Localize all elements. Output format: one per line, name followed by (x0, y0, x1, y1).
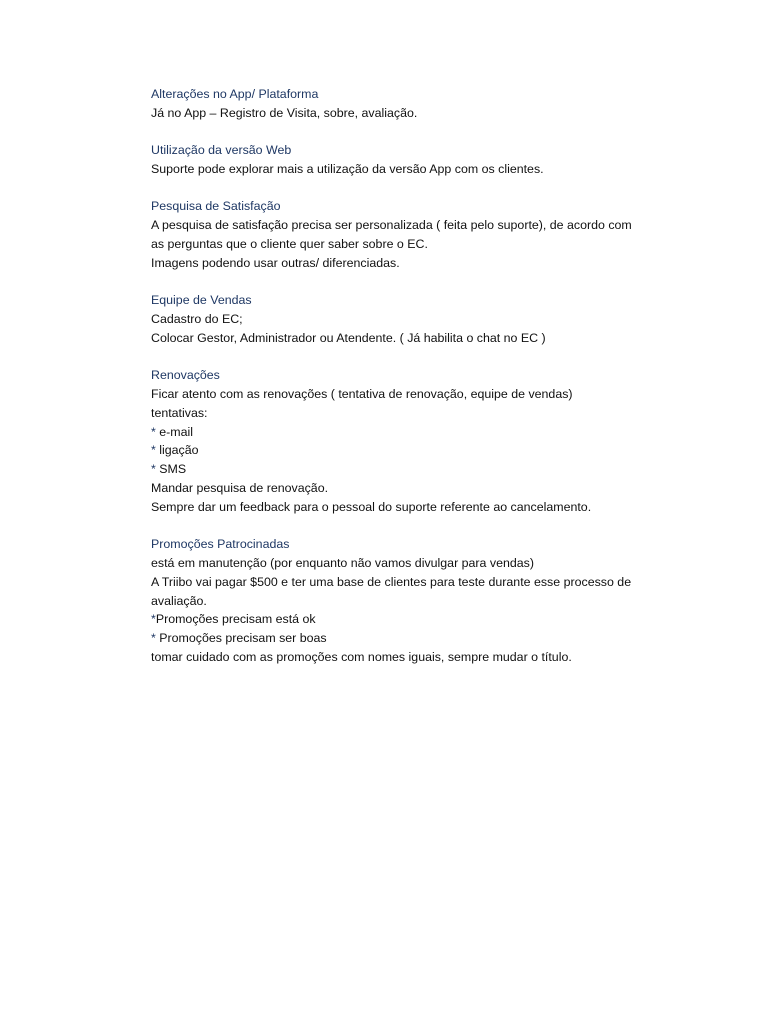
body-line: Colocar Gestor, Administrador ou Atendente. ( Já habilita o chat no EC ) (151, 330, 546, 345)
body-line: Ficar atento com as renovações ( tentativa de renovação, equipe de vendas) (151, 386, 573, 401)
body-line: Suporte pode explorar mais a utilização da versão App com os clientes. (151, 161, 544, 176)
bullet-star: * (151, 424, 156, 439)
section-heading: Pesquisa de Satisfação (151, 199, 281, 214)
bullet-star: * (151, 443, 156, 458)
body-line: Mandar pesquisa de renovação. (151, 480, 329, 495)
document-content (151, 85, 671, 685)
bullet-star: * (151, 612, 156, 627)
bullet-line: * SMS (151, 462, 187, 477)
body-line: está em manutenção (por enquanto não vamos divulgar para vendas) (151, 555, 534, 570)
bullet-line: * Promoções precisam ser boas (151, 631, 327, 646)
section-sales-team (151, 291, 671, 347)
body-line: Já no App – Registro de Visita, sobre, avaliação. (151, 105, 418, 120)
body-line: A Triibo vai pagar $500 e ter uma base de clientes para teste durante esse processo de (151, 574, 632, 589)
section-heading: Alterações no App/ Plataforma (151, 87, 319, 101)
section-heading: Promoções Patrocinadas (151, 537, 290, 552)
body-line: tomar cuidado com as promoções com nomes iguais, sempre mudar o título. (151, 649, 572, 664)
section-satisfaction-survey (151, 197, 671, 272)
bullet-line: * e-mail (151, 424, 194, 439)
body-line: as perguntas que o cliente quer saber sobre o EC. (151, 236, 428, 251)
section-sponsored-promotions (151, 535, 671, 667)
bullet-star: * (151, 631, 156, 646)
section-heading: Utilização da versão Web (151, 143, 292, 158)
section-renewals (151, 366, 671, 516)
body-line: Sempre dar um feedback para o pessoal do suporte referente ao cancelamento. (151, 499, 592, 514)
body-line: Imagens podendo usar outras/ diferenciadas. (151, 255, 400, 270)
bullet-line: *Promoções precisam está ok (151, 612, 316, 627)
bullet-line: * ligação (151, 443, 199, 458)
section-heading: Equipe de Vendas (151, 293, 252, 308)
bullet-star: * (151, 462, 156, 477)
body-line: avaliação. (151, 593, 207, 608)
body-line: Cadastro do EC; (151, 311, 243, 326)
section-app-platform (151, 85, 671, 123)
section-web-version (151, 141, 671, 179)
section-heading: Renovações (151, 368, 220, 383)
body-line: A pesquisa de satisfação precisa ser personalizada ( feita pelo suporte), de acordo com (151, 218, 632, 233)
body-line: tentativas: (151, 405, 208, 420)
